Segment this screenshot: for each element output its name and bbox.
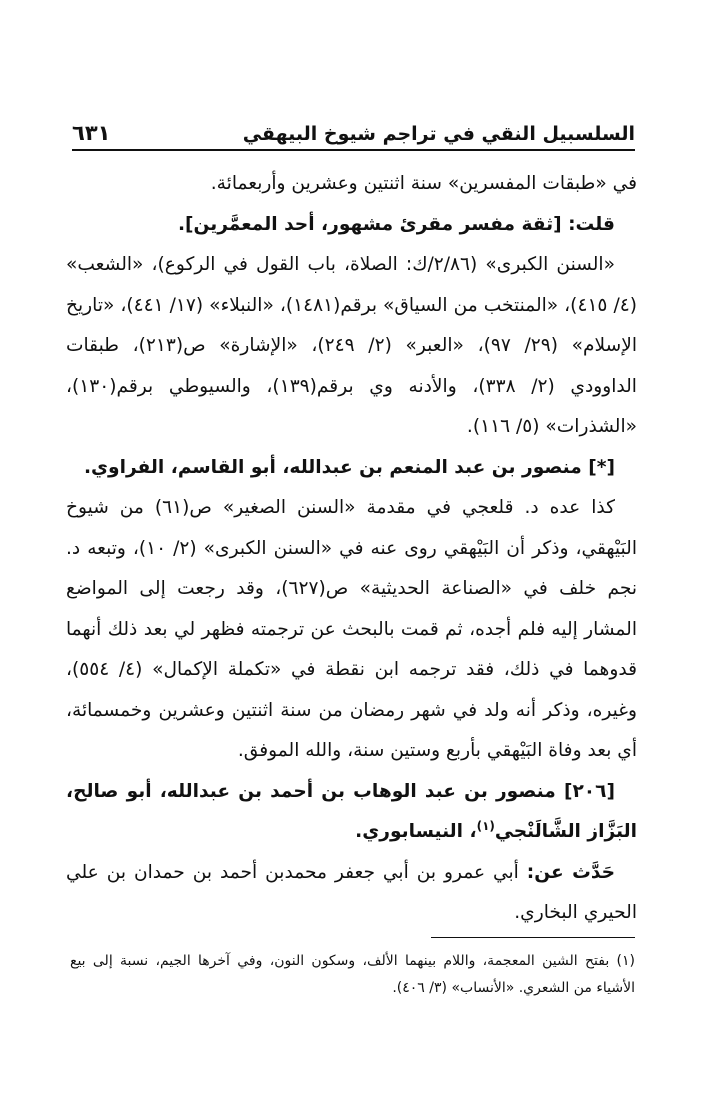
entry-heading-fourawi [66,448,637,489]
paragraph-qultu: قلت: [ثقة مفسر مقرئ مشهور، أحد المعمَّرين]. [177,213,615,235]
main-text [66,164,637,934]
entry-number: [٢٠٦] [563,780,615,802]
page-number: ٦٣١ [72,121,111,145]
running-title: السلسبيل النقي في تراجم شيوخ البيهقي [242,123,635,145]
haddatha-label: حَدَّث عن: [526,861,615,883]
footnote-separator [431,937,635,938]
entry-heading-shalanji [66,772,637,853]
entry-name-suffix: ، النيسابوري. [355,821,477,842]
entry-marker: [*] [588,456,615,478]
footnote-1: (١) بفتح الشين المعجمة، واللام بينهما الألف، وسكون النون، وفي آخرها الجيم، نسبة إلى بيع الأشياء من الشعري. «الأنساب» (٣/ ٤٠٦). [70,953,635,996]
entry-name: منصور بن عبد المنعم بن عبدالله، أبو القاسم، الفراوي. [83,456,582,478]
page-header [72,113,635,151]
paragraph-haddatha [66,853,637,934]
paragraph-discussion: كذا عده د. قلعجي في مقدمة «السنن الصغير» ص(٦١) من شيوخ البَيْهقي، وذكر أن البَيْهقي روى عنه في «السنن الكبرى» (٢/ ١٠)، وتبعه د. نجم خلف في «الصناعة الحديثية» ص(٦٢٧)، وقد رجعت إلى المواضع المشار إليه فلم أجده، ثم قمت بالبحث عن ترجمته فظهر لي بعد ذلك أنهما قدوهما في ذلك، فقد ترجمه ابن نقطة في «تكملة الإكمال» (٤/ ٥٥٤)، وغيره، وذكر أنه ولد في شهر رمضان من سنة اثنتين وعشرين وخمسمائة، أي بعد وفاة البَيْهقي بأربع وستين سنة، والله الموفق. [66,497,637,761]
entry-name: منصور بن عبد الوهاب بن أحمد بن عبدالله، أبو صالح، البَزَّاز الشَّالَنْجي [66,780,637,842]
haddatha-text: أبي عمرو بن أبي جعفر محمدبن أحمد بن حمدان بن علي الحيري البخاري. [66,861,637,923]
footnotes [70,948,635,1002]
footnote-reference[interactable]: (١) [476,818,495,833]
paragraph-tabaqat: في «طبقات المفسرين» سنة اثنتين وعشرين وأربعمائة. [210,173,637,194]
paragraph-sources: «السنن الكبرى» (٢/٨٦/ك: الصلاة، باب القول في الركوع)، «الشعب» (٤/ ٤١٥)، «المنتخب من السياق» برقم(١٤٨١)، «النبلاء» (١٧/ ٤٤١)، «تاريخ الإسلام» (٢٩/ ٩٧)، «العبر» (٢/ ٢٤٩)، «الإشارة» ص(٢١٣)، طبقات الداوودي (٢/ ٣٣٨)، والأدنه وي برقم(١٣٩)، والسيوطي برقم(١٣٠)، «الشذرات» (٥/ ١١٦). [66,254,637,437]
